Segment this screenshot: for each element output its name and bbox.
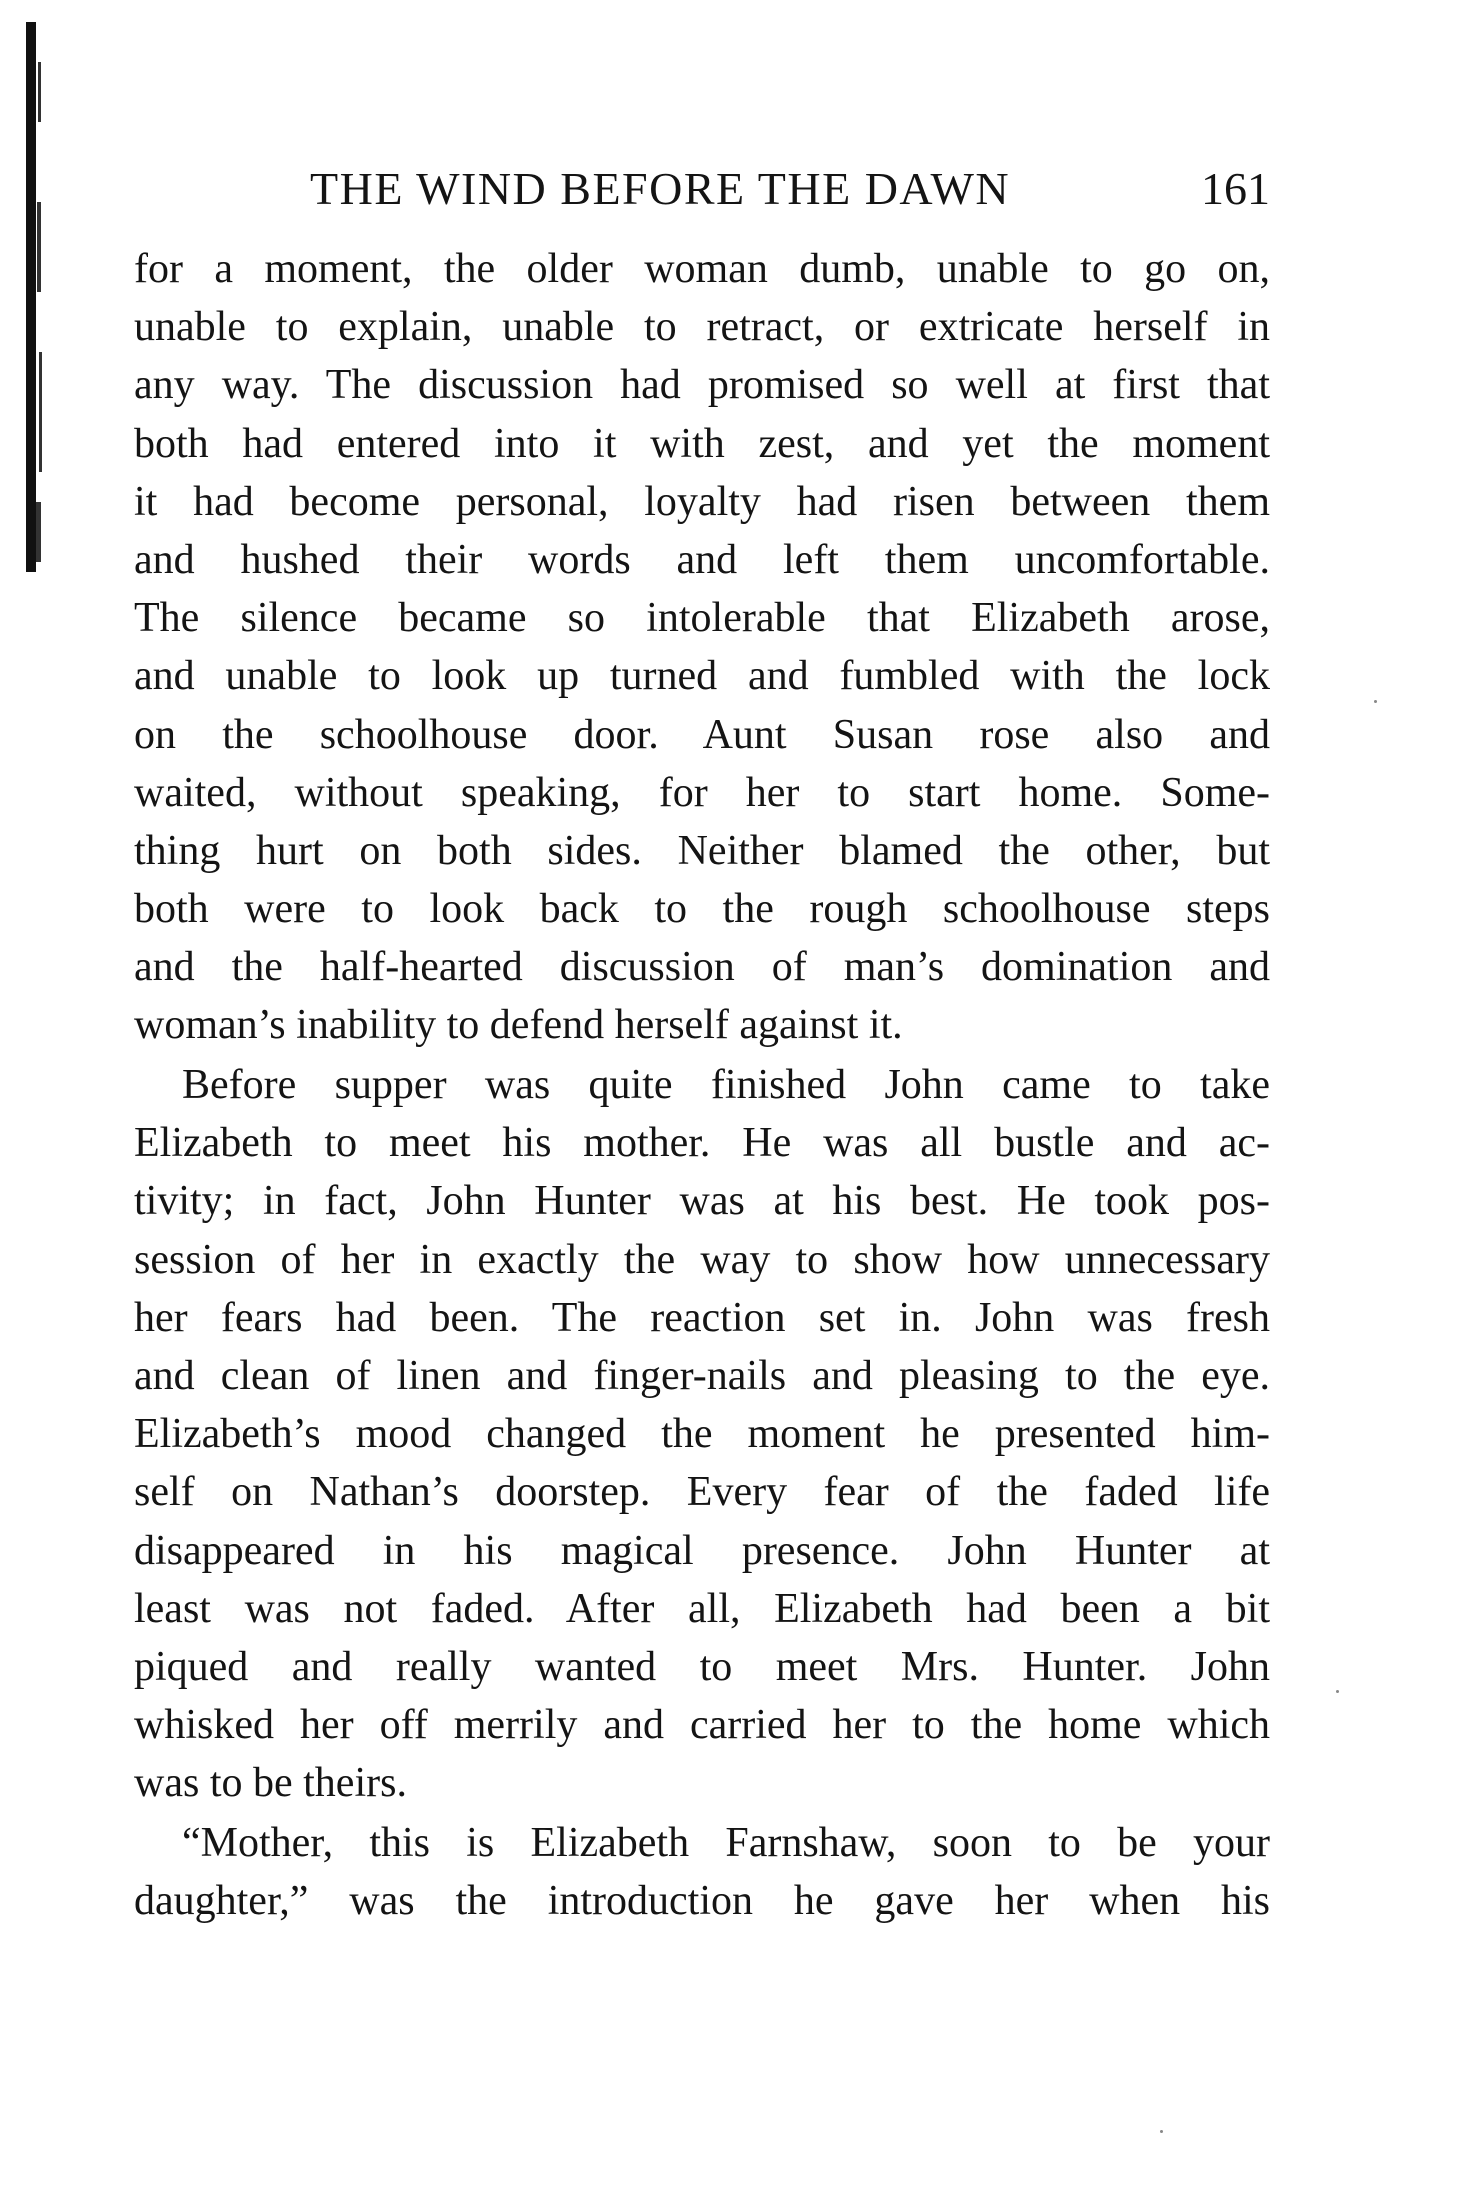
text-line: both had entered into it with zest, and yet the moment [134,420,1270,467]
paragraph-3 [134,1814,1270,1930]
text-line: and clean of linen and finger-nails and pleasing to the eye. [134,1352,1270,1399]
text-line: disappeared in his magical presence. John Hunter at [134,1527,1270,1574]
text-line: piqued and really wanted to meet Mrs. Hunter. John [134,1643,1270,1690]
text-line: was to be theirs. [134,1760,407,1807]
text-line: her fears had been. The reaction set in. John was fresh [134,1294,1270,1341]
binding-edge-shadow [22,22,44,572]
text-line: on the schoolhouse door. Aunt Susan rose also and [134,711,1270,758]
text-line: “Mother, this is Elizabeth Farnshaw, soon to be your [182,1820,1270,1866]
text-line: and hushed their words and left them uncomfortable. [134,536,1270,583]
text-line: Before supper was quite finished John came to take [182,1062,1270,1108]
text-line: it had become personal, loyalty had risen between them [134,478,1270,525]
text-line: both were to look back to the rough schoolhouse steps [134,886,1270,933]
paper-speck [1160,2130,1163,2133]
paragraph-1 [134,240,1270,1055]
page-number: 161 [1201,163,1270,214]
text-line: Elizabeth to meet his mother. He was all bustle and ac- [134,1120,1270,1167]
text-line: for a moment, the older woman dumb, unable to go on, [134,246,1270,292]
running-title: THE WIND BEFORE THE DAWN [310,163,1011,214]
text-line: thing hurt on both sides. Neither blamed the other, but [134,827,1270,874]
text-line: session of her in exactly the way to show how unnecessary [134,1236,1270,1283]
paper-speck [1374,700,1377,703]
page-header [134,158,1270,220]
text-line: and the half-hearted discussion of man’s domination and [134,944,1270,991]
text-line: and unable to look up turned and fumbled with the lock [134,653,1270,700]
paragraph-2 [134,1056,1270,1812]
text-line: daughter,” was the introduction he gave her when his [134,1878,1270,1925]
text-line: self on Nathan’s doorstep. Every fear of the faded life [134,1469,1270,1516]
paper-speck [1336,1690,1339,1693]
text-line: waited, without speaking, for her to start home. Some- [134,769,1270,816]
text-line: least was not faded. After all, Elizabeth had been a bit [134,1585,1270,1632]
text-line: tivity; in fact, John Hunter was at his best. He took pos- [134,1178,1270,1225]
text-line: any way. The discussion had promised so well at first that [134,362,1270,409]
text-line: The silence became so intolerable that Elizabeth arose, [134,595,1270,642]
text-line: woman’s inability to defend herself against it. [134,1002,903,1049]
text-line: unable to explain, unable to retract, or extricate herself in [134,304,1270,351]
text-line: whisked her off merrily and carried her to the home which [134,1702,1270,1749]
text-line: Elizabeth’s mood changed the moment he presented him- [134,1411,1270,1458]
